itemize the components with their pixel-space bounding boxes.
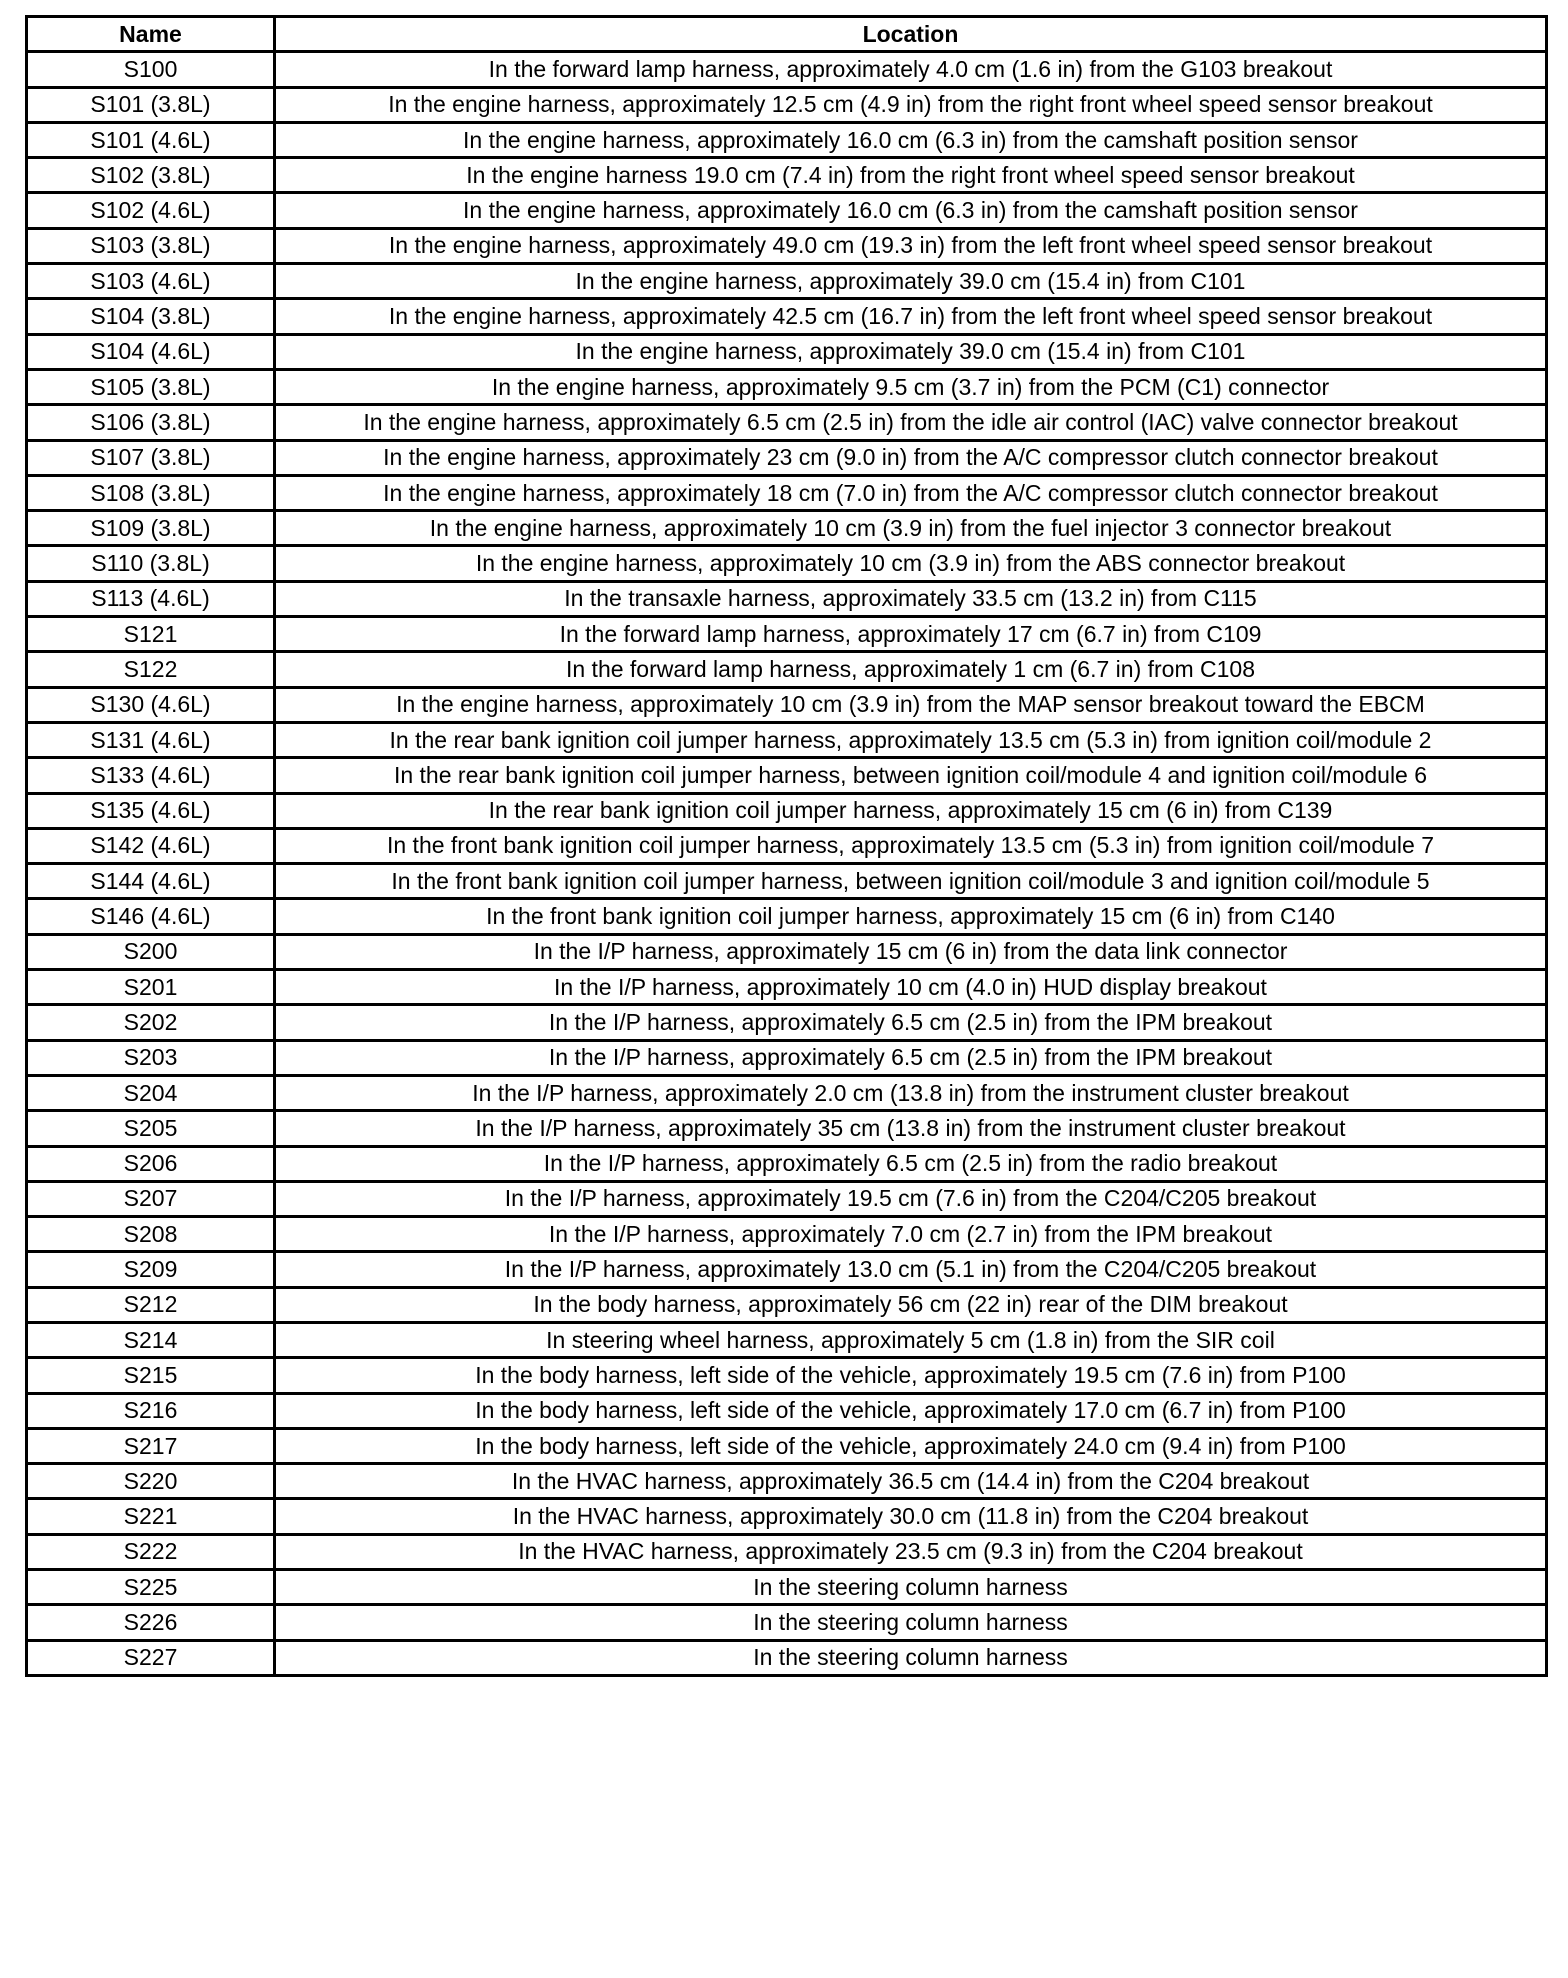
splice-location-cell: In the rear bank ignition coil jumper harness, between ignition coil/module 4 and ignition coil/module 6 [275, 758, 1547, 793]
splice-name-cell: S215 [27, 1358, 275, 1393]
table-row [27, 1322, 1547, 1357]
splice-name-cell: S101 (4.6L) [27, 122, 275, 157]
splice-location-cell: In the front bank ignition coil jumper harness, between ignition coil/module 3 and ignition coil/module 5 [275, 864, 1547, 899]
splice-location-cell: In the transaxle harness, approximately 33.5 cm (13.2 in) from C115 [275, 581, 1547, 616]
splice-name-cell: S108 (3.8L) [27, 475, 275, 510]
splice-location-cell: In the engine harness, approximately 10 cm (3.9 in) from the ABS connector breakout [275, 546, 1547, 581]
splice-location-cell: In the engine harness, approximately 39.0 cm (15.4 in) from C101 [275, 334, 1547, 369]
splice-name-cell: S106 (3.8L) [27, 405, 275, 440]
table-row [27, 1252, 1547, 1287]
splice-name-cell: S133 (4.6L) [27, 758, 275, 793]
splice-name-cell: S204 [27, 1075, 275, 1110]
splice-location-cell: In the I/P harness, approximately 2.0 cm (13.8 in) from the instrument cluster breakout [275, 1075, 1547, 1110]
table-row [27, 652, 1547, 687]
table-row [27, 228, 1547, 263]
table-row [27, 1005, 1547, 1040]
splice-name-cell: S104 (3.8L) [27, 299, 275, 334]
table-row [27, 1464, 1547, 1499]
table-row [27, 1499, 1547, 1534]
splice-name-cell: S208 [27, 1217, 275, 1252]
splice-location-cell: In the steering column harness [275, 1570, 1547, 1605]
splice-name-cell: S200 [27, 934, 275, 969]
splice-name-cell: S203 [27, 1040, 275, 1075]
splice-name-cell: S121 [27, 617, 275, 652]
splice-name-cell: S130 (4.6L) [27, 687, 275, 722]
splice-name-cell: S107 (3.8L) [27, 440, 275, 475]
table-row [27, 793, 1547, 828]
splice-name-cell: S201 [27, 970, 275, 1005]
splice-name-cell: S135 (4.6L) [27, 793, 275, 828]
table-row [27, 899, 1547, 934]
splice-name-cell: S105 (3.8L) [27, 369, 275, 404]
splice-name-cell: S110 (3.8L) [27, 546, 275, 581]
table-row [27, 475, 1547, 510]
table-row [27, 1640, 1547, 1675]
splice-name-cell: S102 (4.6L) [27, 193, 275, 228]
splice-name-cell: S131 (4.6L) [27, 722, 275, 757]
splice-name-cell: S212 [27, 1287, 275, 1322]
table-row [27, 299, 1547, 334]
splice-location-cell: In the I/P harness, approximately 19.5 cm (7.6 in) from the C204/C205 breakout [275, 1181, 1547, 1216]
table-row [27, 193, 1547, 228]
splice-name-cell: S142 (4.6L) [27, 828, 275, 863]
splice-location-cell: In the HVAC harness, approximately 30.0 cm (11.8 in) from the C204 breakout [275, 1499, 1547, 1534]
splice-name-cell: S100 [27, 52, 275, 87]
splice-name-cell: S103 (4.6L) [27, 264, 275, 299]
table-row [27, 1181, 1547, 1216]
splice-location-cell: In the engine harness, approximately 39.0 cm (15.4 in) from C101 [275, 264, 1547, 299]
table-row [27, 1570, 1547, 1605]
column-header-location: Location [275, 17, 1547, 52]
splice-name-cell: S220 [27, 1464, 275, 1499]
splice-name-cell: S104 (4.6L) [27, 334, 275, 369]
header-row [27, 17, 1547, 52]
splice-location-cell: In the front bank ignition coil jumper harness, approximately 15 cm (6 in) from C140 [275, 899, 1547, 934]
splice-location-cell: In the steering column harness [275, 1640, 1547, 1675]
table-row [27, 722, 1547, 757]
splice-location-cell: In the I/P harness, approximately 13.0 cm (5.1 in) from the C204/C205 breakout [275, 1252, 1547, 1287]
table-row [27, 581, 1547, 616]
splice-location-cell: In the engine harness, approximately 9.5 cm (3.7 in) from the PCM (C1) connector [275, 369, 1547, 404]
splice-name-cell: S103 (3.8L) [27, 228, 275, 263]
splice-name-cell: S101 (3.8L) [27, 87, 275, 122]
splice-name-cell: S144 (4.6L) [27, 864, 275, 899]
splice-location-cell: In the rear bank ignition coil jumper harness, approximately 13.5 cm (5.3 in) from ignition coil/module 2 [275, 722, 1547, 757]
splice-location-cell: In the engine harness, approximately 12.5 cm (4.9 in) from the right front wheel speed sensor breakout [275, 87, 1547, 122]
splice-name-cell: S207 [27, 1181, 275, 1216]
splice-name-cell: S225 [27, 1570, 275, 1605]
table-row [27, 1040, 1547, 1075]
splice-location-cell: In the engine harness, approximately 49.0 cm (19.3 in) from the left front wheel speed sensor breakout [275, 228, 1547, 263]
splice-location-cell: In the steering column harness [275, 1605, 1547, 1640]
table-row [27, 122, 1547, 157]
splice-location-cell: In the engine harness, approximately 10 cm (3.9 in) from the MAP sensor breakout toward the EBCM [275, 687, 1547, 722]
splice-name-cell: S216 [27, 1393, 275, 1428]
splice-location-sheet [25, 15, 1545, 1677]
splice-name-cell: S227 [27, 1640, 275, 1675]
table-row [27, 828, 1547, 863]
table-row [27, 1075, 1547, 1110]
splice-location-cell: In the engine harness, approximately 16.0 cm (6.3 in) from the camshaft position sensor [275, 193, 1547, 228]
splice-location-cell: In the forward lamp harness, approximately 1 cm (6.7 in) from C108 [275, 652, 1547, 687]
table-row [27, 758, 1547, 793]
table-row [27, 1428, 1547, 1463]
splice-name-cell: S202 [27, 1005, 275, 1040]
splice-location-cell: In the engine harness 19.0 cm (7.4 in) from the right front wheel speed sensor breakout [275, 158, 1547, 193]
table-row [27, 369, 1547, 404]
table-row [27, 87, 1547, 122]
splice-name-cell: S205 [27, 1111, 275, 1146]
splice-location-cell: In the I/P harness, approximately 6.5 cm (2.5 in) from the IPM breakout [275, 1005, 1547, 1040]
table-row [27, 1217, 1547, 1252]
splice-name-cell: S221 [27, 1499, 275, 1534]
table-row [27, 1358, 1547, 1393]
table-row [27, 511, 1547, 546]
table-row [27, 405, 1547, 440]
splice-name-cell: S113 (4.6L) [27, 581, 275, 616]
table-row [27, 1146, 1547, 1181]
table-row [27, 546, 1547, 581]
splice-location-cell: In the forward lamp harness, approximately 17 cm (6.7 in) from C109 [275, 617, 1547, 652]
splice-location-cell: In the body harness, approximately 56 cm (22 in) rear of the DIM breakout [275, 1287, 1547, 1322]
table-row [27, 1605, 1547, 1640]
table-row [27, 970, 1547, 1005]
splice-name-cell: S214 [27, 1322, 275, 1357]
splice-location-cell: In the body harness, left side of the vehicle, approximately 17.0 cm (6.7 in) from P100 [275, 1393, 1547, 1428]
splice-location-cell: In the HVAC harness, approximately 36.5 cm (14.4 in) from the C204 breakout [275, 1464, 1547, 1499]
splice-name-cell: S102 (3.8L) [27, 158, 275, 193]
splice-location-cell: In the I/P harness, approximately 10 cm (4.0 in) HUD display breakout [275, 970, 1547, 1005]
splice-location-cell: In the I/P harness, approximately 6.5 cm (2.5 in) from the IPM breakout [275, 1040, 1547, 1075]
splice-name-cell: S209 [27, 1252, 275, 1287]
table-row [27, 617, 1547, 652]
table-row [27, 1287, 1547, 1322]
splice-name-cell: S146 (4.6L) [27, 899, 275, 934]
table-row [27, 1534, 1547, 1569]
splice-location-cell: In the engine harness, approximately 18 cm (7.0 in) from the A/C compressor clutch connector breakout [275, 475, 1547, 510]
splice-name-cell: S109 (3.8L) [27, 511, 275, 546]
table-row [27, 52, 1547, 87]
splice-location-cell: In the front bank ignition coil jumper harness, approximately 13.5 cm (5.3 in) from ignition coil/module 7 [275, 828, 1547, 863]
splice-name-cell: S217 [27, 1428, 275, 1463]
splice-location-cell: In the engine harness, approximately 6.5 cm (2.5 in) from the idle air control (IAC) valve connector breakout [275, 405, 1547, 440]
table-row [27, 440, 1547, 475]
table-body [27, 52, 1547, 1676]
table-row [27, 334, 1547, 369]
splice-name-cell: S222 [27, 1534, 275, 1569]
table-row [27, 264, 1547, 299]
splice-name-cell: S122 [27, 652, 275, 687]
splice-location-cell: In the engine harness, approximately 23 cm (9.0 in) from the A/C compressor clutch connector breakout [275, 440, 1547, 475]
splice-location-cell: In steering wheel harness, approximately 5 cm (1.8 in) from the SIR coil [275, 1322, 1547, 1357]
table-row [27, 864, 1547, 899]
table-row [27, 934, 1547, 969]
splice-location-cell: In the I/P harness, approximately 7.0 cm (2.7 in) from the IPM breakout [275, 1217, 1547, 1252]
splice-location-cell: In the body harness, left side of the vehicle, approximately 24.0 cm (9.4 in) from P100 [275, 1428, 1547, 1463]
splice-name-cell: S206 [27, 1146, 275, 1181]
column-header-name: Name [27, 17, 275, 52]
splice-location-cell: In the HVAC harness, approximately 23.5 cm (9.3 in) from the C204 breakout [275, 1534, 1547, 1569]
splice-name-cell: S226 [27, 1605, 275, 1640]
table-row [27, 158, 1547, 193]
splice-location-cell: In the I/P harness, approximately 6.5 cm (2.5 in) from the radio breakout [275, 1146, 1547, 1181]
table-row [27, 1393, 1547, 1428]
splice-location-cell: In the body harness, left side of the vehicle, approximately 19.5 cm (7.6 in) from P100 [275, 1358, 1547, 1393]
table-header [27, 17, 1547, 52]
splice-location-cell: In the I/P harness, approximately 35 cm (13.8 in) from the instrument cluster breakout [275, 1111, 1547, 1146]
splice-location-table [25, 15, 1548, 1677]
splice-location-cell: In the engine harness, approximately 42.5 cm (16.7 in) from the left front wheel speed sensor breakout [275, 299, 1547, 334]
table-row [27, 1111, 1547, 1146]
splice-location-cell: In the engine harness, approximately 16.0 cm (6.3 in) from the camshaft position sensor [275, 122, 1547, 157]
splice-location-cell: In the I/P harness, approximately 15 cm (6 in) from the data link connector [275, 934, 1547, 969]
table-row [27, 687, 1547, 722]
splice-location-cell: In the forward lamp harness, approximately 4.0 cm (1.6 in) from the G103 breakout [275, 52, 1547, 87]
splice-location-cell: In the engine harness, approximately 10 cm (3.9 in) from the fuel injector 3 connector breakout [275, 511, 1547, 546]
splice-location-cell: In the rear bank ignition coil jumper harness, approximately 15 cm (6 in) from C139 [275, 793, 1547, 828]
